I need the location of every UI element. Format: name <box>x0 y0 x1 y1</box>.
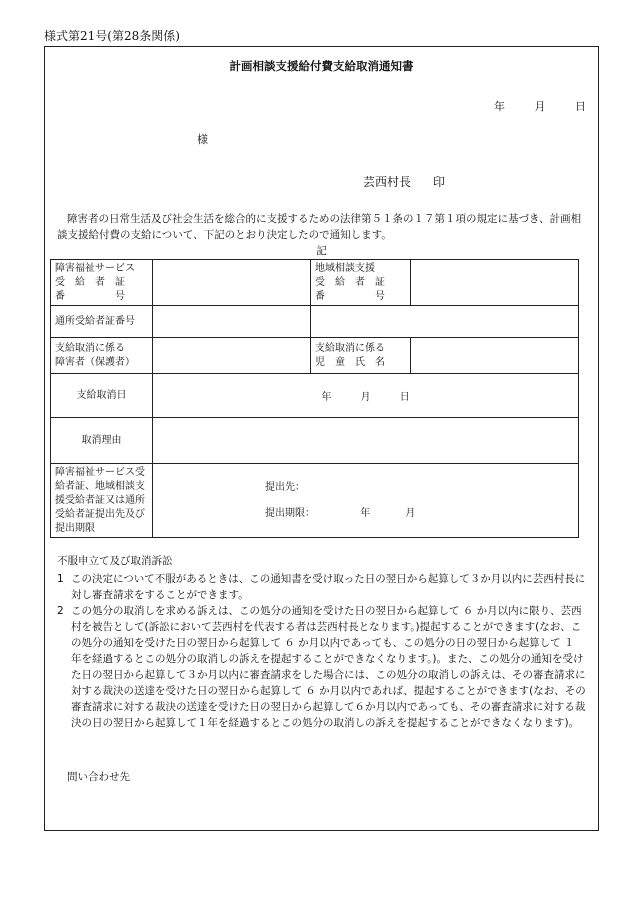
issuer-name: 芸西村長 <box>363 175 412 189</box>
community-cert-label-line: 受 給 者 証 <box>315 276 385 288</box>
issue-date-year: 年 <box>494 100 505 113</box>
disability-cert-number-field[interactable] <box>153 260 311 306</box>
disability-cert-label-line: 障害福祉サービス <box>55 262 135 274</box>
submission-label <box>51 464 153 538</box>
appeal-item-number: 2 <box>57 605 64 617</box>
document-frame <box>44 46 599 831</box>
disability-cert-label <box>51 260 153 306</box>
submission-label-line: 給者証、地域相談支 <box>55 480 145 492</box>
clinic-cert-label: 通所受給者証番号 <box>51 306 153 338</box>
community-cert-label-line: 番 号 <box>315 290 385 302</box>
disability-cert-label-line: 受 給 者 証 <box>55 276 125 288</box>
notice-body: 障害者の日常生活及び社会生活を総合的に支援するための法律第５１条の１７第１項の規定に基づき、計画相談支援給付費の支給について、下記のとおり決定したので通知します。 <box>57 213 582 241</box>
appeal-title: 不服申立て及び取消訴訟 <box>57 555 173 567</box>
seal-mark: 印 <box>433 175 446 189</box>
cancel-date-day: 日 <box>399 392 410 403</box>
cancel-date-month: 月 <box>360 392 371 403</box>
submission-label-line: 受給者証提出先及び <box>55 508 145 520</box>
appeal-section <box>57 553 588 731</box>
cancel-date-year: 年 <box>321 392 332 403</box>
target-disabled-label-line: 支給取消に係る <box>55 342 125 354</box>
ki-heading: 記 <box>316 245 327 257</box>
clinic-cert-blank <box>311 306 579 338</box>
target-child-label-line: 児 童 氏 名 <box>315 356 385 368</box>
document-title: 計画相談支援給付費支給取消通知書 <box>229 59 414 73</box>
target-disabled-field[interactable] <box>153 338 311 374</box>
submit-to-label: 提出先： <box>265 481 305 493</box>
submission-label-line: 障害福祉サービス受 <box>55 466 145 478</box>
target-disabled-label-line: 障害者（保護者） <box>55 356 135 368</box>
community-cert-label <box>311 260 411 306</box>
submission-label-line: 提出期限 <box>55 522 95 534</box>
issue-date-month: 月 <box>534 100 546 113</box>
submission-field[interactable] <box>153 464 579 538</box>
deadline-year: 年 <box>360 507 371 519</box>
appeal-item <box>57 603 588 731</box>
target-child-field[interactable] <box>411 338 579 374</box>
issuer <box>363 173 445 190</box>
disability-cert-label-line: 番 号 <box>55 290 125 302</box>
issue-date <box>494 98 586 114</box>
clinic-cert-number-field[interactable] <box>153 306 311 338</box>
appeal-item-number: 1 <box>57 573 64 585</box>
target-disabled-label <box>51 338 153 374</box>
cancel-reason-field[interactable] <box>153 418 579 464</box>
deadline-label: 提出期限： <box>265 507 315 519</box>
appeal-item <box>57 571 588 603</box>
submission-label-line: 援受給者証又は通所 <box>55 494 145 506</box>
deadline-month: 月 <box>405 507 416 519</box>
contact-label: 問い合わせ先 <box>67 771 130 783</box>
community-cert-number-field[interactable] <box>411 260 579 306</box>
target-child-label <box>311 338 411 374</box>
cancel-date-field[interactable] <box>153 374 579 418</box>
issue-date-day: 日 <box>575 100 586 113</box>
form-number: 様式第21号(第28条関係) <box>44 29 180 43</box>
addressee-suffix: 様 <box>197 133 208 146</box>
community-cert-label-line: 地域相談支援 <box>315 262 375 274</box>
appeal-item-text: この決定について不服があるときは、この通知書を受け取った日の翌日から起算して３か月以内に芸西村長に対し審査請求をすることができます。 <box>71 573 586 601</box>
cancel-date-label: 支給取消日 <box>51 374 153 418</box>
deadline-row <box>157 501 574 527</box>
details-table <box>50 259 579 538</box>
appeal-item-text: この処分の取消しを求める訴えは、この処分の通知を受けた日の翌日から起算して ６ か月以内に限り、芸西村を被告として(訴訟において芸西村を代表する者は芸西村長となります。)提起することができます(なお、この処分の通知を受けた日の翌日から起算して ６ か月以内であっても、この処分の日の翌日から起算して １ 年を経過するとこの処分の取消しの訴えを提起することができなくなります。)。また、この処分の通知を受けた日の翌日から起算して３か月以内に審査請求をした場合には、この処分の取消しの訴えは、その審査請求に対する裁決の送達を受けた日の翌日から起算して ６ か月以内であれば、提起することができます(なお、その審査請求に対する裁決の送達を受けた日の翌日から起算して６か月以内であっても、その審査請求に対する裁決の日の翌日から起算して１年を経過するとこの処分の取消しの訴えを提起することができなくなります)。 <box>71 605 586 729</box>
cancel-reason-label: 取消理由 <box>51 418 153 464</box>
target-child-label-line: 支給取消に係る <box>315 342 385 354</box>
